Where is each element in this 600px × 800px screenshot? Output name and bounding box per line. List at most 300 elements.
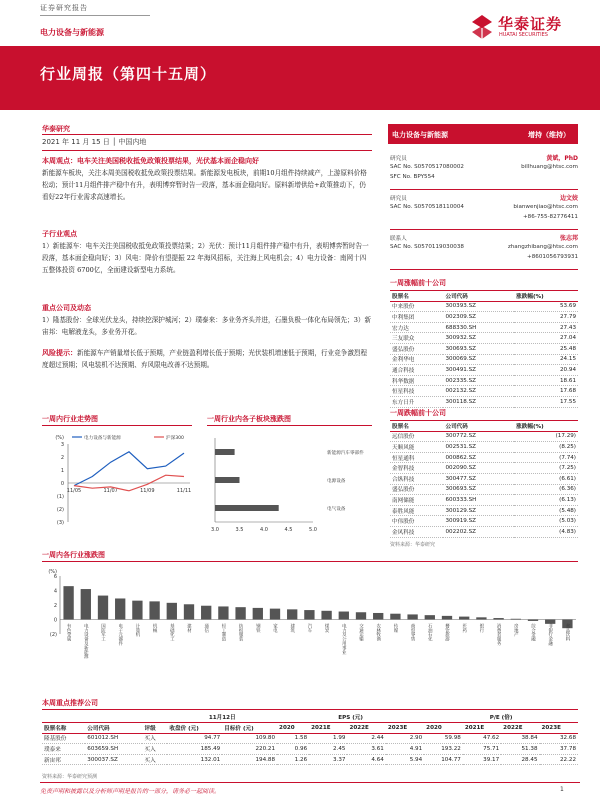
table-cell: 远信股份	[390, 431, 443, 442]
category-label: 农林牧渔	[375, 623, 381, 642]
table-cell: 59.98	[424, 733, 463, 744]
recommend-title: 本周重点推荐公司	[42, 699, 98, 707]
category-label: 通信	[203, 623, 209, 633]
rating-band	[388, 124, 578, 144]
table-cell: (5.48)	[514, 505, 578, 516]
gainers-table	[390, 290, 578, 408]
table-cell: 002132.SZ	[443, 386, 514, 397]
bar	[270, 609, 280, 620]
table-cell: (5.03)	[514, 516, 578, 527]
table-cell: 300491.SZ	[443, 365, 514, 376]
table-cell: (6.13)	[514, 495, 578, 506]
table-cell: 25.48	[514, 343, 578, 354]
table-cell: 600333.SH	[443, 495, 514, 506]
col-header: 2021E	[309, 723, 347, 734]
col-header: 2023E	[540, 723, 578, 734]
analyst-phone: +86-755-82776411	[523, 214, 578, 220]
table-cell: 300129.SZ	[443, 505, 514, 516]
table-cell: 27.79	[514, 312, 578, 323]
table-cell: 恒星科技	[390, 386, 443, 397]
logo-mark-icon	[470, 14, 494, 40]
risk-section	[42, 347, 372, 371]
table-row	[390, 484, 578, 495]
industry-chart	[40, 566, 580, 684]
category-label: 餐饮旅游	[444, 623, 450, 642]
table-cell: (4.83)	[514, 526, 578, 537]
bar	[339, 612, 349, 620]
gainers-title: 一周涨幅前十公司	[390, 279, 446, 287]
table-cell: 47.62	[463, 733, 501, 744]
y-tick-label: 0	[53, 617, 57, 624]
table-cell: 隆基股份	[42, 733, 85, 744]
category-label: 综合金融	[530, 623, 536, 642]
company-logo	[470, 14, 595, 44]
col-header: 股票名	[390, 291, 443, 302]
y-tick-label: 6	[53, 574, 57, 580]
x-tick-label: 4.0	[260, 527, 268, 533]
table-cell: 2.44	[347, 733, 385, 744]
table-row	[390, 431, 578, 442]
table-cell: 宏力达	[390, 322, 443, 333]
table-cell: (6.36)	[514, 484, 578, 495]
table-cell: 32.68	[540, 733, 578, 744]
table-cell: 科华数据	[390, 375, 443, 386]
subsector-body: 1）新能源车：电车关注美国税收抵免政策投票结果；2）光伏：预计11月组件排产稳中有升，表明博弈暂时告一段落，基本面企稳向好；3）风电：降价有望提振 22 年海风招标，关注海上风电机会；4）电力设备：南网十四五整体投资 6700亿，全面建设新型电力系统。	[42, 242, 369, 274]
table-cell: (7.25)	[514, 463, 578, 474]
table-cell: 20.94	[514, 365, 578, 376]
bar	[201, 606, 211, 620]
category-label: 建筑	[289, 623, 295, 633]
table-cell: 185.49	[167, 744, 222, 755]
table-cell: 27.04	[514, 333, 578, 344]
legend-label: 电力设备与新能源	[84, 436, 121, 441]
table-cell: 132.01	[167, 754, 222, 765]
logo-text-cn: 华泰证券	[498, 15, 563, 33]
table-cell: 5.94	[386, 754, 424, 765]
footer-divider	[40, 782, 580, 783]
bar	[235, 607, 245, 619]
footer-disclaimer: 免责声明和披露以及分析师声明是报告的一部分，请务必一起阅读。	[40, 788, 221, 795]
table-cell: 300932.SZ	[443, 333, 514, 344]
subsector-chart	[205, 430, 375, 542]
summary-section	[42, 155, 372, 203]
industry-chart-divider	[42, 561, 578, 562]
col-header: 公司代码	[443, 291, 514, 302]
table-cell: 盛弘股份	[390, 343, 443, 354]
table-cell: 2.45	[309, 744, 347, 755]
table-cell: (17.29)	[514, 431, 578, 442]
category-label: 医药	[461, 623, 467, 633]
table-row	[390, 301, 578, 312]
table-cell: 300693.SZ	[443, 343, 514, 354]
analyst-block	[390, 230, 578, 270]
table-cell: 中利集团	[390, 312, 443, 323]
y-unit-label: (%)	[48, 569, 57, 575]
table-cell: 1.58	[277, 733, 309, 744]
analyst-email: bianwenjiao@htsc.com	[513, 204, 578, 210]
trend-chart-divider	[42, 425, 192, 426]
focus-body: 1）隆基股份：全球光伏龙头，持续挖深护城河；2）璞泰来：多业务齐头并进，石墨负极一体化布局领先；3）新宙邦：电解液龙头，多业务开花。	[42, 316, 372, 336]
table-cell: 天顺风能	[390, 442, 443, 453]
risk-body: 新能源车产销量增长低于预期，产业链盈利增长低于预期；光伏装机增速低于预期，行业竞争激烈程度超过预期；风电装机不达预期、弃风限电改善不达预期。	[42, 349, 368, 369]
col-header: 股票名	[390, 421, 443, 432]
y-tick-label: (3)	[56, 520, 64, 526]
risk-heading: 风险提示：	[42, 348, 77, 357]
table-cell: 中来股份	[390, 301, 443, 312]
table-cell: 39.17	[463, 754, 501, 765]
subsector-section	[42, 228, 372, 276]
table-cell: 0.96	[277, 744, 309, 755]
y-tick-label: (2)	[49, 632, 57, 638]
category-label: 食品饮料	[564, 623, 570, 642]
category-label: 国防军工	[100, 623, 106, 642]
logo-text-en: HUATAI SECURITIES	[499, 32, 548, 38]
report-type-label: 证券研究报告	[40, 4, 88, 12]
x-tick-label: 11/09	[140, 488, 155, 494]
table-cell: 109.80	[222, 733, 277, 744]
table-row	[390, 516, 578, 527]
table-cell: 300693.SZ	[443, 484, 514, 495]
table-cell: 恒星通科	[390, 452, 443, 463]
table-cell: 300118.SZ	[443, 396, 514, 407]
category-label: 石油石化	[427, 623, 433, 642]
table-cell: 38.84	[501, 733, 539, 744]
table-cell: 中伟股份	[390, 516, 443, 527]
bar	[132, 601, 142, 620]
table-cell: 2.90	[386, 733, 424, 744]
x-tick-label: 11/11	[176, 488, 192, 494]
analyst-phone: +8601056793931	[527, 254, 578, 260]
table-row	[42, 733, 578, 744]
rating-sector: 电力设备与新能源	[392, 131, 448, 139]
firm-label: 华泰研究	[42, 125, 70, 133]
table-row	[390, 396, 578, 407]
losers-table	[390, 420, 578, 538]
table-cell: 4.64	[347, 754, 385, 765]
table-row	[390, 463, 578, 474]
col-header: 2021E	[463, 723, 501, 734]
category-label: 有色金属	[66, 623, 72, 642]
table-cell: 璞泰来	[42, 744, 85, 755]
table-cell: 金利华电	[390, 354, 443, 365]
table-cell: 泰胜风能	[390, 505, 443, 516]
table-cell: 53.69	[514, 301, 578, 312]
sub-chart-title: 一周行业内各子板块涨跌图	[207, 415, 291, 423]
table-cell: 688330.SH	[443, 322, 514, 333]
table-cell: 买入	[142, 744, 167, 755]
industry-chart-title: 一周内各行业涨跌图	[42, 551, 105, 559]
table-cell: 22.22	[540, 754, 578, 765]
table-cell: 新宙邦	[42, 754, 85, 765]
bar	[184, 604, 194, 619]
legend-label: 沪深300	[166, 436, 184, 441]
bar	[476, 617, 486, 619]
category-label: 建材	[186, 623, 192, 633]
focus-heading: 重点公司及动态	[42, 303, 91, 312]
firm-divider	[42, 134, 372, 135]
y-tick-label: 3	[60, 442, 64, 448]
table-row	[390, 442, 578, 453]
table-cell: 南网储能	[390, 495, 443, 506]
analyst-role: 研究员	[390, 156, 407, 162]
y-tick-label: 2	[60, 455, 64, 461]
table-cell: 1.26	[277, 754, 309, 765]
report-title: 行业周报（第四十五周）	[40, 65, 217, 83]
table-cell: (8.25)	[514, 442, 578, 453]
bar	[98, 596, 108, 620]
y-tick-label: (1)	[56, 494, 64, 500]
table-cell: 300772.SZ	[443, 431, 514, 442]
recommend-divider	[42, 709, 578, 710]
analyst-sfc: SFC No. BPY554	[390, 174, 435, 180]
category-label: 电源设备	[327, 479, 346, 484]
x-tick-label: 3.0	[211, 527, 219, 533]
table-row	[42, 744, 578, 755]
table-cell: 002090.SZ	[443, 463, 514, 474]
analyst-list	[390, 150, 578, 270]
table-cell: 通合科技	[390, 365, 443, 376]
table-cell: 002309.SZ	[443, 312, 514, 323]
y-tick-label: 2	[53, 603, 57, 609]
col-header: 股票名称	[42, 723, 85, 734]
series-line	[74, 452, 184, 486]
table-row	[390, 452, 578, 463]
bar	[287, 609, 297, 619]
table-cell: 220.21	[222, 744, 277, 755]
sub-chart-divider	[207, 425, 372, 426]
bar	[215, 449, 235, 455]
y-tick-label: (2)	[56, 507, 64, 513]
bar	[459, 617, 469, 620]
category-label: 银行	[478, 623, 484, 633]
bar	[63, 586, 73, 619]
col-header: 收盘价 (元)	[167, 723, 222, 734]
analyst-role: 研究员	[390, 196, 407, 202]
trend-chart	[40, 430, 195, 542]
table-cell: 002202.SZ	[443, 526, 514, 537]
category-label: 房地产	[513, 623, 519, 637]
bar	[493, 618, 503, 619]
category-label: 轻工制造	[220, 623, 226, 642]
analyst-role: 联系人	[390, 236, 407, 242]
date-divider	[42, 150, 372, 151]
table-cell: 24.15	[514, 354, 578, 365]
table-cell: 17.68	[514, 386, 578, 397]
bar	[528, 620, 538, 621]
table-cell: 买入	[142, 733, 167, 744]
table-cell: 603659.SH	[85, 744, 142, 755]
focus-section	[42, 302, 372, 338]
summary-heading: 本周观点：电车关注美国税收抵免政策投票结果，光伏基本面企稳向好	[42, 156, 259, 165]
table-cell: 194.88	[222, 754, 277, 765]
trend-chart-title: 一周内行业走势图	[42, 415, 98, 423]
table-cell: 193.22	[424, 744, 463, 755]
category-label: 计算机	[134, 623, 140, 637]
table-cell: 300069.SZ	[443, 354, 514, 365]
subsector-heading: 子行业观点	[42, 229, 77, 238]
rating-value: 增持（维持）	[528, 131, 570, 139]
bar	[356, 612, 366, 619]
bar	[215, 477, 240, 483]
bar	[390, 614, 400, 620]
col-header: 2020	[277, 723, 309, 734]
table-row	[390, 505, 578, 516]
col-header: 评级	[142, 723, 167, 734]
bar	[442, 616, 452, 620]
bar	[81, 589, 91, 619]
table-cell: 000862.SZ	[443, 452, 514, 463]
bar	[218, 606, 228, 619]
analyst-sac: SAC No. S0570517080002	[390, 164, 464, 170]
category-label: 非银行金融	[547, 623, 553, 646]
table-row	[390, 333, 578, 344]
table-cell: 51.38	[501, 744, 539, 755]
table-row	[390, 343, 578, 354]
y-tick-label: 1	[60, 468, 64, 474]
table-cell: (7.74)	[514, 452, 578, 463]
table-cell: 合纵科技	[390, 473, 443, 484]
table-cell: 300919.SZ	[443, 516, 514, 527]
x-tick-label: 11/07	[103, 488, 118, 494]
category-label: 电气设备	[327, 507, 346, 512]
table-cell: 104.77	[424, 754, 463, 765]
category-label: 钢铁	[255, 623, 261, 633]
table-cell: 300393.SZ	[443, 301, 514, 312]
table-cell: 18.61	[514, 375, 578, 386]
table-row	[390, 354, 578, 365]
bar	[373, 613, 383, 620]
eps-head: EPS (元)	[338, 715, 363, 722]
pe-head: P/E (倍)	[489, 715, 513, 722]
analyst-block	[390, 190, 578, 230]
table-cell: 金智科技	[390, 463, 443, 474]
bar	[149, 601, 159, 619]
recommend-source: 资料来源：华泰研究预测	[42, 774, 98, 780]
table-cell: 94.77	[167, 733, 222, 744]
category-label: 汽车	[306, 623, 312, 633]
x-tick-label: 3.5	[235, 527, 244, 533]
analyst-sac: SAC No. S0570119030038	[390, 244, 464, 250]
table-cell: 买入	[142, 754, 167, 765]
category-label: 煤炭	[324, 623, 330, 633]
col-header: 目标价 (元)	[222, 723, 277, 734]
table-cell: 28.45	[501, 754, 539, 765]
table-row	[390, 312, 578, 323]
bar	[407, 614, 417, 619]
category-label: 商贸零售	[410, 623, 416, 642]
bar	[253, 608, 263, 620]
table-cell: 601012.SH	[85, 733, 142, 744]
report-date: 2021 年 11 月 15 日 │ 中国内地	[42, 138, 147, 146]
category-label: 纺织服装	[238, 623, 244, 642]
bar	[215, 505, 279, 511]
category-label: 基础化工	[169, 623, 175, 642]
col-header: 公司代码	[85, 723, 142, 734]
table-cell: 17.55	[514, 396, 578, 407]
table-cell: 002335.SZ	[443, 375, 514, 386]
category-label: 电子元器件	[117, 623, 123, 646]
col-header: 2023E	[386, 723, 424, 734]
table-cell: 金风科技	[390, 526, 443, 537]
x-tick-label: 11/05	[66, 488, 82, 494]
table-row	[42, 754, 578, 765]
col-header: 涨跌幅(%)	[514, 421, 578, 432]
summary-body: 新能源车板块，关注本周美国税收抵免政策投票结果。新能源发电板块，前期10月组件持续减产，上游原料价格松动；预计11月组件排产稳中有升，表明博弈暂时告一段落，基本面企稳向好。原料新增供给+政策推动下，仍看好22年行业需求高速增长。	[42, 169, 367, 201]
bar	[167, 603, 177, 620]
bar	[304, 610, 314, 619]
y-tick-label: 0	[60, 481, 64, 487]
col-header: 涨跌幅(%)	[514, 291, 578, 302]
losers-title: 一周跌幅前十公司	[390, 409, 446, 417]
sector-label: 电力设备与新能源	[40, 28, 104, 37]
col-header: 2022E	[347, 723, 385, 734]
category-label: 消费者服务	[496, 623, 502, 646]
col-header: 公司代码	[443, 421, 514, 432]
col-header: 2020	[424, 723, 463, 734]
table-row	[390, 365, 578, 376]
table-cell: 3.61	[347, 744, 385, 755]
y-tick-label: 4	[53, 588, 57, 595]
blank-head	[42, 712, 167, 723]
table-cell: 75.71	[463, 744, 501, 755]
bar	[115, 598, 125, 619]
analyst-name: 张志邦	[559, 235, 578, 242]
table-row	[390, 386, 578, 397]
category-label: 家电	[272, 623, 278, 633]
recommend-table	[42, 712, 578, 765]
date-head: 11月12日	[208, 715, 236, 722]
bar	[511, 619, 521, 620]
bar	[425, 615, 435, 619]
category-label: 电力及公用事业	[341, 623, 347, 655]
table-cell: 300037.SZ	[85, 754, 142, 765]
category-label: 机械	[152, 623, 158, 633]
analyst-block	[390, 150, 578, 190]
category-label: 传媒	[392, 623, 398, 633]
table-row	[390, 375, 578, 386]
x-tick-label: 4.5	[284, 527, 293, 533]
x-tick-label: 5.0	[309, 527, 317, 533]
table-cell: 1.99	[309, 733, 347, 744]
analyst-name: 黄斌，PhD	[546, 155, 578, 162]
table-cell: 37.78	[540, 744, 578, 755]
table-row	[390, 322, 578, 333]
table-cell: 4.91	[386, 744, 424, 755]
table-row	[390, 526, 578, 537]
table-cell: 东方日升	[390, 396, 443, 407]
col-header: 2022E	[501, 723, 539, 734]
table-row	[390, 473, 578, 484]
analyst-email: billhuang@htsc.com	[521, 164, 578, 170]
losers-source: 资料来源：华泰研究	[390, 542, 436, 548]
table-cell: 盛弘股份	[390, 484, 443, 495]
table-cell: 27.43	[514, 322, 578, 333]
table-cell: 300477.SZ	[443, 473, 514, 484]
category-label: 交通运输	[358, 623, 364, 642]
table-cell: (6.61)	[514, 473, 578, 484]
category-label: 新能源汽车零部件	[327, 451, 364, 456]
bar	[321, 611, 331, 620]
table-cell: 002531.SZ	[443, 442, 514, 453]
analyst-email: zhangzhibang@htsc.com	[507, 244, 578, 250]
table-cell: 3.37	[309, 754, 347, 765]
top-divider	[40, 15, 150, 16]
analyst-name: 边文姣	[559, 195, 578, 202]
table-cell: 三友联众	[390, 333, 443, 344]
y-unit-label: (%)	[55, 435, 64, 441]
category-label: 电力设备及新能源	[83, 623, 89, 659]
page-number: 1	[560, 786, 564, 793]
